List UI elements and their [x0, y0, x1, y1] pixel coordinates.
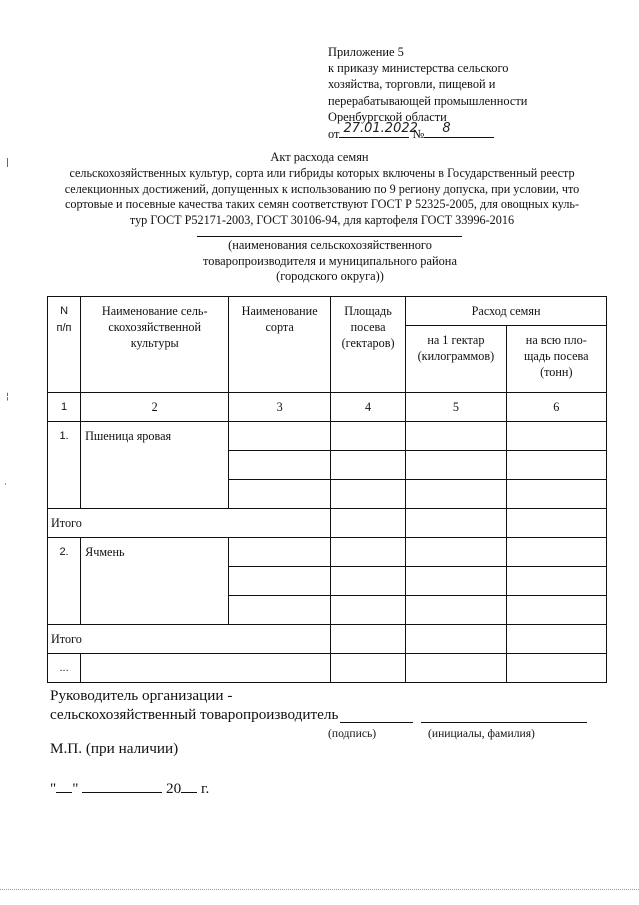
table-cell[interactable]: [506, 567, 606, 596]
handwritten-date: 27.01.2022: [343, 121, 418, 137]
crop-name: Ячмень: [81, 538, 229, 625]
col-number: 5: [406, 393, 506, 422]
header-total-area: на всю пло- щадь посева (тонн): [506, 326, 606, 393]
table-cell[interactable]: [506, 654, 606, 683]
act-body-line: селекционных достижений, допущенных к использованию по 9 региону допуска, при условии, что: [64, 181, 580, 196]
caption-line: (городского округа)): [276, 269, 384, 284]
crop-name: Пшеница яровая: [81, 422, 229, 509]
table-cell[interactable]: [229, 596, 331, 625]
table-cell[interactable]: [330, 596, 405, 625]
header-per-hectare: на 1 гектар (килограммов): [406, 326, 506, 393]
table-cell[interactable]: [330, 625, 405, 654]
row-number: 1.: [48, 422, 81, 509]
table-cell[interactable]: [229, 538, 331, 567]
header-area: Площадь посева (гектаров): [330, 297, 405, 393]
signature-title: Руководитель организации -: [50, 687, 233, 704]
table-cell[interactable]: [406, 480, 506, 509]
table-cell[interactable]: [506, 538, 606, 567]
table-cell[interactable]: [406, 451, 506, 480]
table-cell[interactable]: [229, 567, 331, 596]
act-body: [22, 166, 622, 228]
appendix-line: перерабатывающей промышленности: [328, 93, 528, 108]
name-line[interactable]: [421, 722, 587, 723]
table-cell[interactable]: [81, 654, 331, 683]
page-bottom-rule: [0, 889, 639, 890]
table-cell[interactable]: [506, 509, 606, 538]
col-number: 2: [81, 393, 229, 422]
appendix-line: к приказу министерства сельского: [328, 61, 509, 76]
table-cell[interactable]: [330, 422, 405, 451]
table-cell[interactable]: [406, 422, 506, 451]
table-cell[interactable]: [229, 480, 331, 509]
table-cell[interactable]: [406, 654, 506, 683]
col-number: 6: [506, 393, 606, 422]
handwritten-number: 8: [442, 121, 451, 137]
number-label: №: [412, 127, 425, 142]
table-cell[interactable]: [330, 567, 405, 596]
ellipsis-cell: ...: [48, 654, 81, 683]
table-cell[interactable]: [330, 451, 405, 480]
table-cell[interactable]: [406, 625, 506, 654]
table-cell[interactable]: [330, 480, 405, 509]
table-cell[interactable]: [406, 538, 506, 567]
producer-caption: [160, 238, 500, 285]
col-number: 4: [330, 393, 405, 422]
date-quote-close: ": [72, 780, 79, 797]
appendix-block: [328, 44, 618, 142]
margin-mark: ·: [4, 480, 7, 490]
year-field[interactable]: [181, 778, 197, 793]
name-caption: (инициалы, фамилия): [428, 727, 535, 740]
appendix-line: Оренбургской области: [328, 109, 447, 124]
table-cell[interactable]: [506, 451, 606, 480]
month-field[interactable]: [82, 778, 162, 793]
header-consumption: Расход семян: [406, 297, 607, 326]
row-number: 2.: [48, 538, 81, 625]
appendix-line: Приложение 5: [328, 45, 404, 59]
act-body-line: тур ГОСТ Р52171-2003, ГОСТ 30106-94, для картофеля ГОСТ 33996-2016: [129, 212, 515, 227]
table-cell[interactable]: [406, 567, 506, 596]
producer-name-line: [197, 236, 462, 237]
date-quote-open: ": [50, 780, 57, 797]
table-cell[interactable]: [229, 451, 331, 480]
year-prefix: 20: [166, 780, 182, 797]
margin-mark: |: [6, 158, 10, 168]
table-cell[interactable]: [229, 422, 331, 451]
table-cell[interactable]: [330, 509, 405, 538]
table-cell[interactable]: [330, 654, 405, 683]
signature-caption: (подпись): [328, 727, 377, 740]
seal-note: М.П. (при наличии): [50, 740, 179, 757]
total-label: Итого: [48, 509, 331, 538]
act-title: Акт расхода семян: [270, 150, 369, 164]
header-n: N п/п: [48, 297, 81, 393]
table-cell[interactable]: [406, 509, 506, 538]
table-cell[interactable]: [406, 596, 506, 625]
table-cell[interactable]: [506, 596, 606, 625]
order-date-line: [328, 121, 618, 142]
header-variety: Наименование сорта: [229, 297, 331, 393]
date-prefix: от: [328, 127, 340, 142]
caption-line: (наименования сельскохозяйственного: [228, 238, 432, 252]
col-number: 1: [48, 393, 81, 422]
seed-consumption-table: [47, 296, 607, 683]
day-field[interactable]: [56, 778, 72, 793]
appendix-line: хозяйства, торговли, пищевой и: [328, 77, 496, 92]
table-cell[interactable]: [506, 625, 606, 654]
act-body-line: сельскохозяйственных культур, сорта или гибриды которых включены в Государственный реестр: [69, 166, 575, 180]
signature-role: сельскохозяйственный товаропроизводитель: [50, 706, 339, 723]
table-cell[interactable]: [506, 480, 606, 509]
table-cell[interactable]: [330, 538, 405, 567]
col-number: 3: [229, 393, 331, 422]
caption-line: товаропроизводителя и муниципального района: [203, 253, 457, 268]
signature-line[interactable]: [340, 722, 413, 723]
margin-mark: ¦: [6, 392, 10, 402]
table-cell[interactable]: [506, 422, 606, 451]
act-body-line: сортовые и посевные качества таких семян соответствуют ГОСТ Р 52325-2005, для овощных куль-: [64, 197, 580, 212]
total-label: Итого: [48, 625, 331, 654]
document-date: [50, 778, 209, 798]
year-suffix: г.: [200, 780, 210, 797]
header-crop: Наименование сель- скохозяйственной культуры: [81, 297, 229, 393]
